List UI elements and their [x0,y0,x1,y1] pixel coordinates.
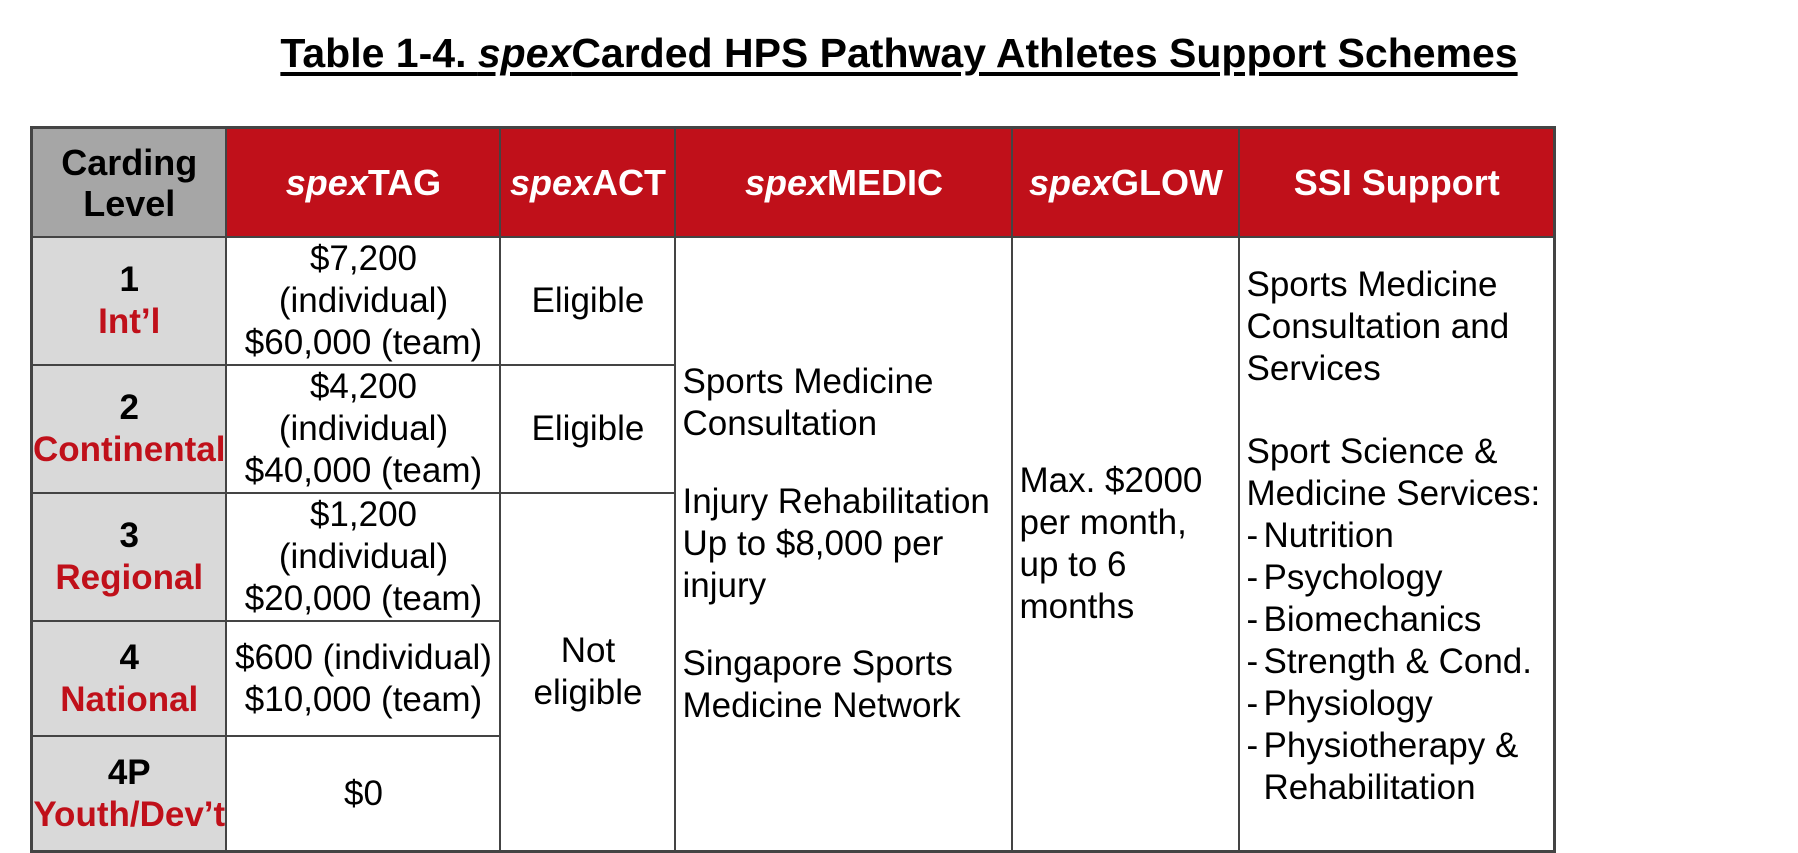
spexglow-cell: Max. $2000 per month, up to 6 months [1012,237,1239,852]
header-spexmedic: spexMEDIC [675,128,1012,238]
level-cell: 2 Continental [32,365,227,493]
spexact-cell: Eligible [500,237,675,365]
header-spexglow: spexGLOW [1012,128,1239,238]
table-row [32,237,1555,365]
level-cell: 4 National [32,621,227,736]
spextag-cell: $7,200 (individual) $60,000 (team) [226,237,500,365]
header-ssi-support: SSI Support [1239,128,1554,238]
list-item: - Psychology [1246,557,1553,599]
list-item: - Physiology [1246,683,1553,725]
spextag-cell: $1,200 (individual) $20,000 (team) [226,493,500,621]
ssi-support-cell: Sports Medicine Consultation and Services Sport Science & Medicine Services: - Nutrition - Psychology - Biomechanics - Strength & Cond. - Physiology - Physiotherapy & Rehabilitation [1239,237,1554,852]
header-carding-level: Carding Level [32,128,227,238]
spextag-cell: $600 (individual) $10,000 (team) [226,621,500,736]
header-row [32,128,1555,238]
level-cell: 3 Regional [32,493,227,621]
support-schemes-table [30,126,1556,853]
spexact-cell: Not eligible [500,493,675,852]
list-item: - Biomechanics [1246,599,1553,641]
list-item: - Physiotherapy & Rehabilitation [1246,725,1553,809]
header-spextag: spexTAG [226,128,500,238]
table-title: Table 1-4. spexCarded HPS Pathway Athletes Support Schemes [280,30,1518,76]
spextag-cell: $4,200 (individual) $40,000 (team) [226,365,500,493]
spextag-cell: $0 [226,736,500,852]
ssi-services-list [1246,515,1553,809]
list-item: - Strength & Cond. [1246,641,1553,683]
list-item: - Nutrition [1246,515,1553,557]
level-cell: 4P Youth/Dev’t [32,736,227,852]
spexact-cell: Eligible [500,365,675,493]
level-cell: 1 Int’l [32,237,227,365]
spexmedic-cell: Sports Medicine Consultation Injury Rehabilitation Up to $8,000 per injury Singapore Sports Medicine Network [675,237,1012,852]
header-spexact: spexACT [500,128,675,238]
